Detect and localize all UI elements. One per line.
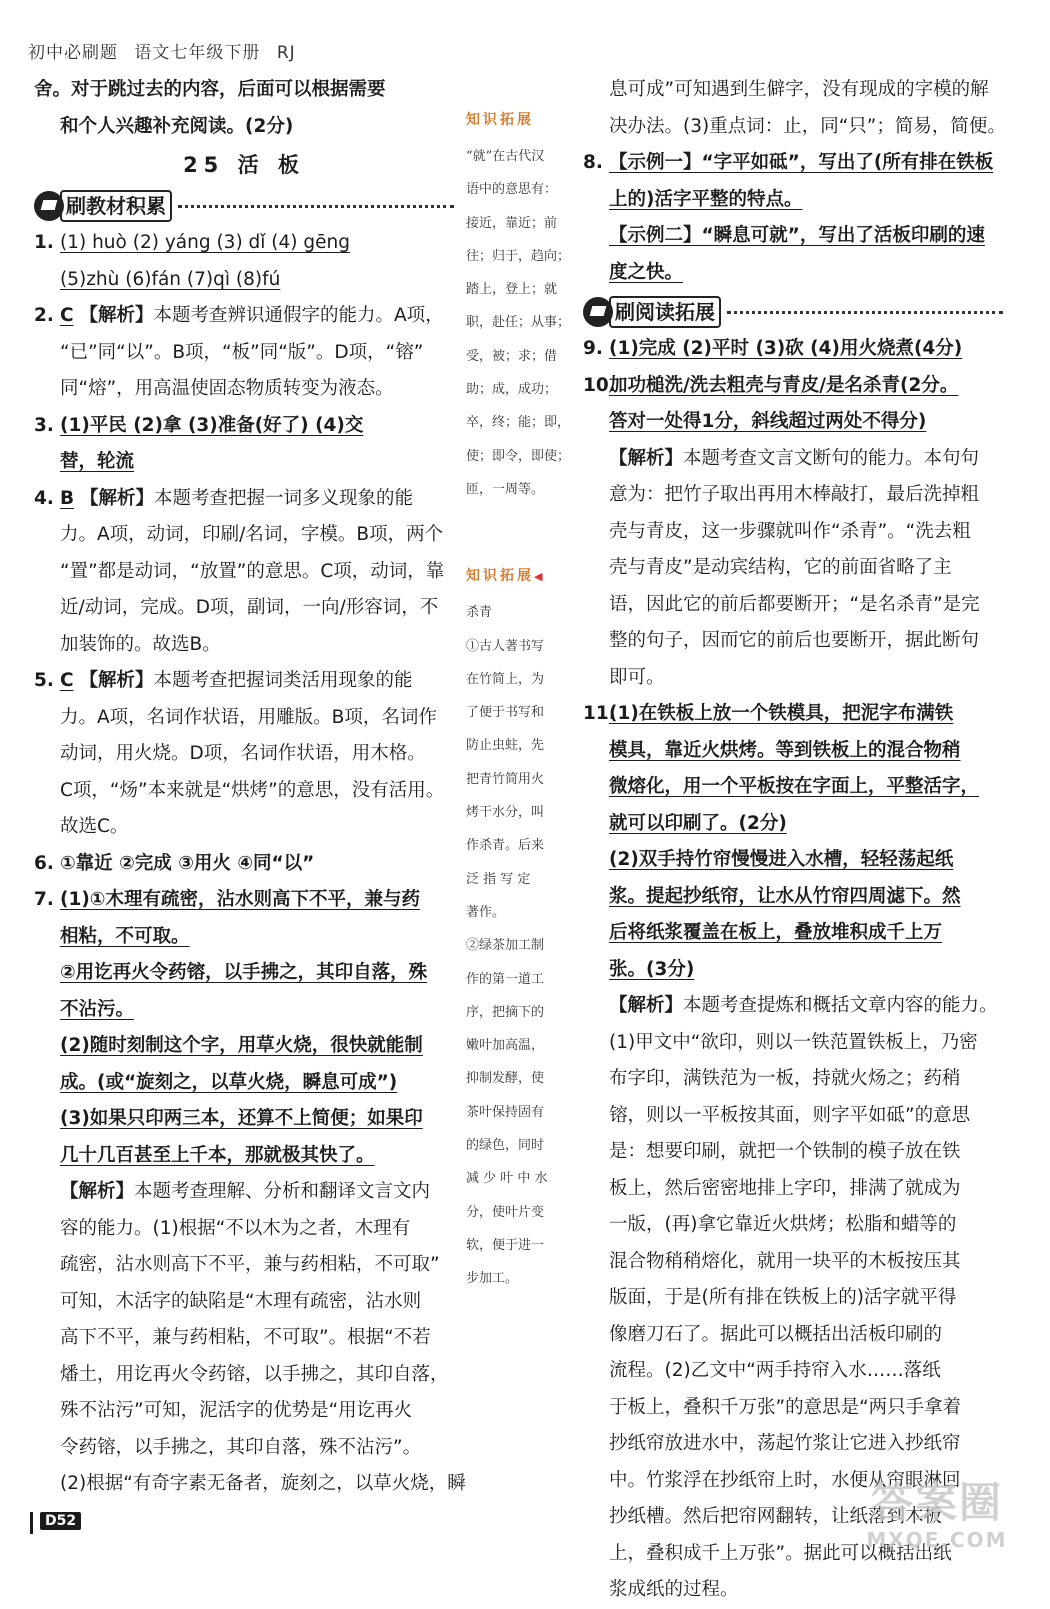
analysis-tag: 【解析】 — [609, 447, 684, 469]
line-text: (1) huò (2) yáng (3) dǐ (4) gēng — [60, 232, 350, 253]
answer-line — [583, 255, 1003, 292]
answer-line — [583, 806, 1003, 843]
line-text: 度之快。 — [609, 261, 684, 283]
answer-line — [34, 590, 454, 627]
line-text: 中。竹浆浮在抄纸帘上时，水便从帘眼淋回 — [609, 1469, 961, 1491]
answer-line — [583, 623, 1003, 660]
line-text: 抄纸帘放进水中，荡起竹浆让它进入抄纸帘 — [609, 1433, 961, 1454]
answer-line — [34, 1357, 454, 1394]
knowledge-line: 作杀青。后来 — [466, 838, 545, 854]
answer-line — [583, 109, 1006, 146]
line-text: 壳与青皮”是动宾结构，它的前面省略了主 — [609, 557, 952, 578]
line-text: 燔土，用讫再火令药镕，以手拂之，其印自落， — [60, 1363, 449, 1385]
line-text: 混合物稍稍熔化，就用一块平的木板按压其 — [609, 1250, 961, 1272]
knowledge-line: 往；归于，趋向； — [466, 248, 571, 264]
answer-line — [34, 1393, 454, 1430]
question-number: 7. — [34, 889, 54, 910]
knowledge-line: “就”在古代汉 — [466, 149, 545, 164]
answer-line — [34, 481, 454, 518]
answer-line — [34, 663, 454, 700]
line-text: 同“熔”，用高温使固态物质转变为液态。 — [60, 378, 394, 399]
answer-line — [34, 1284, 454, 1321]
answer-line — [583, 879, 1003, 916]
question-number: 11. — [583, 703, 616, 724]
line-text: 版面，于是(所有排在铁板上的)活字就平得 — [609, 1287, 957, 1308]
line-text: 本题考查理解、分析和翻译文言文内 — [134, 1181, 431, 1202]
line-text: 模具，靠近火烘烤。等到铁板上的混合物稍 — [609, 739, 961, 761]
knowledge-line: ②绿茶加工制 — [466, 938, 545, 954]
answer-line — [34, 225, 454, 262]
knowledge-box-jiu — [466, 100, 572, 506]
line-text: 和个人兴趣补充阅读。(2分) — [60, 115, 294, 137]
knowledge-line: 防止虫蛀，先 — [466, 738, 545, 754]
line-text: 浆成纸的过程。 — [609, 1579, 739, 1600]
page-number: D52 — [40, 1512, 81, 1530]
answer-line — [583, 842, 1003, 879]
subject-name: 语文七年级下册 — [134, 43, 261, 63]
line-text: 后将纸浆覆盖在板上，叠放堆积成千上万 — [609, 922, 943, 943]
answer-line — [34, 371, 454, 408]
line-text: 抄纸槽。然后把帘网翻转，让纸落到木板 — [609, 1506, 943, 1527]
line-text: “已”同“以”。B项，“板”同“版”。D项，“镕” — [60, 341, 424, 363]
answer-line — [34, 408, 454, 445]
line-text: 语，因此它的前后都要断开；“是名杀青”是完 — [609, 593, 980, 615]
answer-line — [583, 915, 1003, 952]
knowledge-sidebar — [466, 100, 572, 1296]
line-text: 本题考查把握一词多义现象的能 — [154, 487, 414, 509]
question-number: 6. — [34, 852, 54, 874]
watermark-logo: 答案圈 MXQE.COM — [866, 1478, 1008, 1552]
line-text: 本题考查提炼和概括文章内容的能力。 — [683, 995, 998, 1016]
line-text: 本题考查文言文断句的能力。本句句 — [683, 447, 980, 469]
question-number: 5. — [34, 670, 54, 691]
dotted-divider — [727, 311, 1003, 314]
page-edge-mark — [30, 1512, 33, 1534]
line-text: 答对一处得1分，斜线超过两处不得分) — [609, 411, 927, 432]
answer-line — [34, 773, 454, 810]
arrow-left-icon: ◀ — [534, 570, 546, 584]
knowledge-line: 踏上，登上；就 — [466, 282, 558, 298]
knowledge-line: 职，赴任；从事； — [466, 315, 571, 331]
knowledge-line: 减 少 叶 中 水 — [466, 1171, 548, 1187]
answer-line — [34, 1320, 454, 1357]
answer-line — [583, 1025, 1003, 1062]
question-number: 4. — [34, 487, 54, 509]
line-text: 张。(3分) — [609, 958, 695, 980]
page-header — [28, 38, 296, 63]
line-text: 决办法。(3)重点词：止，同“只”；简易，简便。 — [609, 115, 1006, 137]
line-text: 不沾污。 — [60, 998, 135, 1020]
question-number: 3. — [34, 414, 54, 436]
answer-line — [34, 1028, 454, 1065]
left-answer-column — [34, 72, 466, 1503]
answer-line — [583, 1134, 1003, 1171]
line-text: 近/动词，完成。D项，副词，一向/形容词，不 — [60, 597, 439, 618]
line-text: 是：想要印刷，就把一个铁制的模子放在铁 — [609, 1141, 961, 1162]
knowledge-line: 受，被；求；借 — [466, 348, 558, 364]
knowledge-line: 在竹简上，为 — [466, 671, 545, 687]
knowledge-line: 了便于书写和 — [466, 705, 545, 721]
line-text: 流程。(2)乙文中“两手持帘入水……落纸 — [609, 1360, 941, 1381]
line-text: 成。(或“旋刻之，以草火烧，瞬息可成”) — [60, 1071, 398, 1093]
dotted-divider — [178, 205, 454, 208]
line-text: ①靠近 ②完成 ③用火 ④同“以” — [60, 852, 315, 874]
line-text: 容的能力。(1)根据“不以木为之者，木理有 — [60, 1217, 411, 1239]
line-text: (1)平民 (2)拿 (3)准备(好了) (4)交 — [60, 414, 364, 436]
answer-choice: C — [60, 670, 74, 691]
line-text: 息可成”可知遇到生僻字，没有现成的字模的解 — [609, 79, 989, 100]
line-text: 力。A项，动词，印刷/名词，字模。B项，两个 — [60, 524, 444, 545]
answer-line — [583, 477, 1003, 514]
answer-line — [583, 733, 1003, 770]
answer-line — [583, 1353, 1003, 1390]
line-text: ②用讫再火令药镕，以手拂之，其印自落，殊 — [60, 962, 428, 983]
line-text: 像磨刀石了。据此可以概括出活板印刷的 — [609, 1323, 943, 1345]
answer-line — [583, 587, 1003, 624]
answer-line — [583, 72, 1003, 109]
line-text: 加装饰的。故选B。 — [60, 633, 221, 655]
line-text: (5)zhù (6)fán (7)qì (8)fú — [60, 268, 281, 290]
line-text: (2)随时刻制这个字，用草火烧，很快就能制 — [60, 1035, 423, 1056]
answer-line — [583, 218, 1003, 255]
knowledge-line: 作的第一道工 — [466, 971, 545, 987]
line-text: (1)①木理有疏密，沾水则高下不平，兼与药 — [60, 889, 420, 910]
line-text: 上，叠积成千上万张”。据此可以概括出纸 — [609, 1542, 952, 1564]
answer-choice: C — [60, 305, 74, 326]
knowledge-line: 杀青 — [466, 605, 493, 621]
knowledge-line: 分，使叶片变 — [466, 1204, 545, 1220]
answer-choice: B — [60, 487, 75, 509]
section-banner — [34, 187, 454, 225]
knowledge-line: 步加工。 — [466, 1271, 519, 1287]
knowledge-line: 助；成，成功； — [466, 382, 558, 398]
knowledge-line: 使；即令，即使； — [466, 448, 571, 464]
answer-line — [34, 335, 454, 372]
answer-line — [34, 1247, 454, 1284]
line-text: 就可以印刷了。(2分) — [609, 812, 787, 834]
line-text: 舍。对于跳过去的内容，后面可以根据需要 — [34, 79, 386, 100]
answer-line — [34, 736, 454, 773]
line-text: 浆。提起抄纸帘，让水从竹帘四周滤下。然 — [609, 885, 961, 907]
answer-line — [34, 627, 454, 664]
answer-line — [583, 514, 1003, 551]
line-text: C项，“炀”本来就是“烘烤”的意思，没有活用。 — [60, 779, 445, 801]
knowledge-box-shaqing — [466, 556, 572, 1295]
line-text: 一版，(再)拿它靠近火烘烤；松脂和蜡等的 — [609, 1214, 957, 1235]
answer-line — [583, 769, 1003, 806]
answer-line — [34, 882, 454, 919]
answer-line — [583, 331, 1003, 368]
line-text: 整的句子，因而它的前后也要断开，据此断句 — [609, 630, 980, 651]
knowledge-line: 的绿色，同时 — [466, 1138, 545, 1154]
section-banner — [583, 293, 1003, 331]
answer-line — [34, 1211, 454, 1248]
answer-line — [583, 404, 1003, 441]
line-text: 力。A项，名词作状语，用雕版。B项，名词作 — [60, 706, 437, 728]
lesson-title: 25 活 板 — [183, 153, 305, 177]
answer-line — [583, 1207, 1003, 1244]
line-text: 高下不平，兼与药相粘，不可取”。根据“不若 — [60, 1327, 431, 1348]
line-text: 令药镕，以手拂之，其印自落，殊不沾污”。 — [60, 1436, 422, 1458]
line-text: “置”都是动词，“放置”的意思。C项，动词，靠 — [60, 560, 445, 582]
line-text: 上的)活字平整的特点。 — [609, 188, 803, 210]
answer-line — [34, 1101, 454, 1138]
answer-line — [583, 441, 1003, 478]
question-number: 2. — [34, 305, 54, 326]
answer-line — [583, 1171, 1003, 1208]
line-text: 意为：把竹子取出再用木棒敲打，最后洗掉粗 — [609, 484, 980, 505]
line-text: 布字印，满铁范为一板，持就火炀之；药稍 — [609, 1068, 961, 1089]
question-number: 9. — [583, 338, 603, 359]
answer-line — [34, 955, 454, 992]
knowledge-line: 序，把摘下的 — [466, 1004, 545, 1020]
line-text: 动词，用火烧。D项，名词作状语，用木格。 — [60, 743, 426, 764]
line-text: 镕，则以一平板按其面，则字平如砥”的意思 — [609, 1104, 971, 1126]
line-text: 微熔化，用一个平板按在字面上，平整活字， — [609, 776, 980, 797]
answer-line — [583, 1317, 1003, 1354]
answer-line — [34, 517, 454, 554]
answer-line — [583, 1426, 1003, 1463]
answer-line — [583, 1244, 1003, 1281]
book-badge-icon — [583, 297, 613, 327]
knowledge-line: 茶叶保持固有 — [466, 1104, 545, 1120]
answer-line — [34, 809, 454, 846]
answer-line — [34, 919, 454, 956]
answer-line — [583, 1390, 1003, 1427]
line-text: 【示例二】“瞬息可就”，写出了活板印刷的速 — [609, 225, 985, 246]
answer-line — [34, 109, 454, 146]
section-label: 刷阅读拓展 — [609, 296, 721, 328]
edition-label: RJ — [276, 43, 296, 63]
answer-line — [583, 1280, 1003, 1317]
line-text: 于板上，叠积千万张”的意思是“两只手拿着 — [609, 1396, 962, 1418]
line-text: 殊不沾污”可知，泥活字的优势是“用讫再火 — [60, 1400, 413, 1421]
knowledge-line: 著作。 — [466, 904, 506, 920]
answer-line — [34, 298, 454, 335]
answer-line — [34, 1138, 454, 1175]
answer-line — [583, 145, 1003, 182]
line-text: 壳与青皮，这一步骤就叫作“杀青”。“洗去粗 — [609, 520, 971, 542]
knowledge-text — [466, 596, 572, 1295]
line-text: 即可。 — [609, 666, 665, 688]
knowledge-text — [466, 140, 572, 506]
section-label: 刷教材积累 — [60, 190, 172, 222]
line-text: 疏密，沾水则高下不平，兼与药相粘，不可取” — [60, 1254, 440, 1275]
knowledge-line: 泛 指 写 定 — [466, 871, 531, 887]
line-text: 加功槌洗/洗去粗壳与青皮/是名杀青(2分。 — [609, 374, 959, 396]
analysis-tag: 【解析】 — [79, 305, 154, 326]
book-badge-icon — [34, 191, 64, 221]
answer-line — [583, 1098, 1003, 1135]
line-text: (3)如果只印两三本，还算不上简便；如果印 — [60, 1108, 423, 1129]
answer-line — [34, 262, 454, 299]
line-text: 几十几百甚至上千本，那就极其快了。 — [60, 1144, 375, 1166]
line-text: (1)甲文中“欲印，则以一铁范置铁板上，乃密 — [609, 1031, 978, 1053]
line-text: (2)双手持竹帘慢慢进入水槽，轻轻荡起纸 — [609, 849, 954, 870]
question-number: 1. — [34, 232, 54, 253]
line-text: 板上，然后密密地排上字印，排满了就成为 — [609, 1177, 961, 1199]
line-text: 【示例一】“字平如砥”，写出了(所有排在铁板 — [609, 152, 994, 173]
answer-line — [583, 696, 1003, 733]
analysis-tag: 【解析】 — [80, 487, 155, 509]
answer-line — [34, 554, 454, 591]
knowledge-line: 匝，一周等。 — [466, 481, 545, 497]
knowledge-heading: 知识拓展◀ — [466, 568, 546, 585]
answer-line — [583, 952, 1003, 989]
answer-line — [34, 992, 454, 1029]
knowledge-heading: 知识拓展 — [466, 112, 534, 128]
answer-line — [34, 1174, 454, 1211]
answer-line — [34, 1065, 454, 1102]
knowledge-line: 烤干水分，叫 — [466, 805, 545, 821]
answer-line — [583, 182, 1003, 219]
line-text: 本题考查把握词类活用现象的能 — [153, 670, 413, 691]
answer-line — [34, 700, 454, 737]
analysis-tag: 【解析】 — [79, 670, 154, 691]
line-text: (2)根据“有奇字素无备者，旋刻之，以草火烧，瞬 — [60, 1473, 466, 1494]
knowledge-line: 卒，终；能；即， — [466, 415, 571, 431]
line-text: 可知，木活字的缺陷是“木理有疏密，沾水则 — [60, 1290, 422, 1312]
answer-line — [583, 1061, 1003, 1098]
knowledge-line: 语中的意思有： — [466, 182, 558, 198]
answer-line — [583, 368, 1003, 405]
answer-line — [34, 846, 454, 883]
right-answer-column — [583, 72, 1006, 1609]
question-number: 10. — [583, 374, 616, 396]
line-text: 本题考查辨识通假字的能力。A项， — [153, 305, 444, 326]
knowledge-line: 嫩叶加高温， — [466, 1038, 545, 1054]
answer-line — [34, 72, 454, 109]
answer-line — [583, 660, 1003, 697]
line-text: 故选C。 — [60, 816, 129, 837]
answer-line — [583, 988, 1003, 1025]
analysis-tag: 【解析】 — [60, 1181, 135, 1202]
knowledge-line: ①古人著书写 — [466, 638, 545, 654]
line-text: 相粘，不可取。 — [60, 925, 190, 947]
line-text: (1)完成 (2)平时 (3)砍 (4)用火烧煮(4分) — [609, 338, 963, 359]
line-text: (1)在铁板上放一个铁模具，把泥字布满铁 — [609, 703, 954, 724]
question-number: 8. — [583, 152, 603, 173]
answer-line — [34, 444, 454, 481]
answer-line — [34, 1466, 466, 1503]
answer-line — [34, 1430, 454, 1467]
knowledge-line: 把青竹简用火 — [466, 771, 545, 787]
answer-line — [583, 550, 1003, 587]
book-name: 初中必刷题 — [28, 43, 118, 63]
knowledge-line: 抑制发酵，使 — [466, 1071, 545, 1087]
line-text: 替，轮流 — [60, 451, 135, 472]
analysis-tag: 【解析】 — [609, 995, 684, 1016]
knowledge-line: 接近，靠近；前 — [466, 215, 558, 231]
knowledge-line: 软，便于进一 — [466, 1237, 545, 1253]
